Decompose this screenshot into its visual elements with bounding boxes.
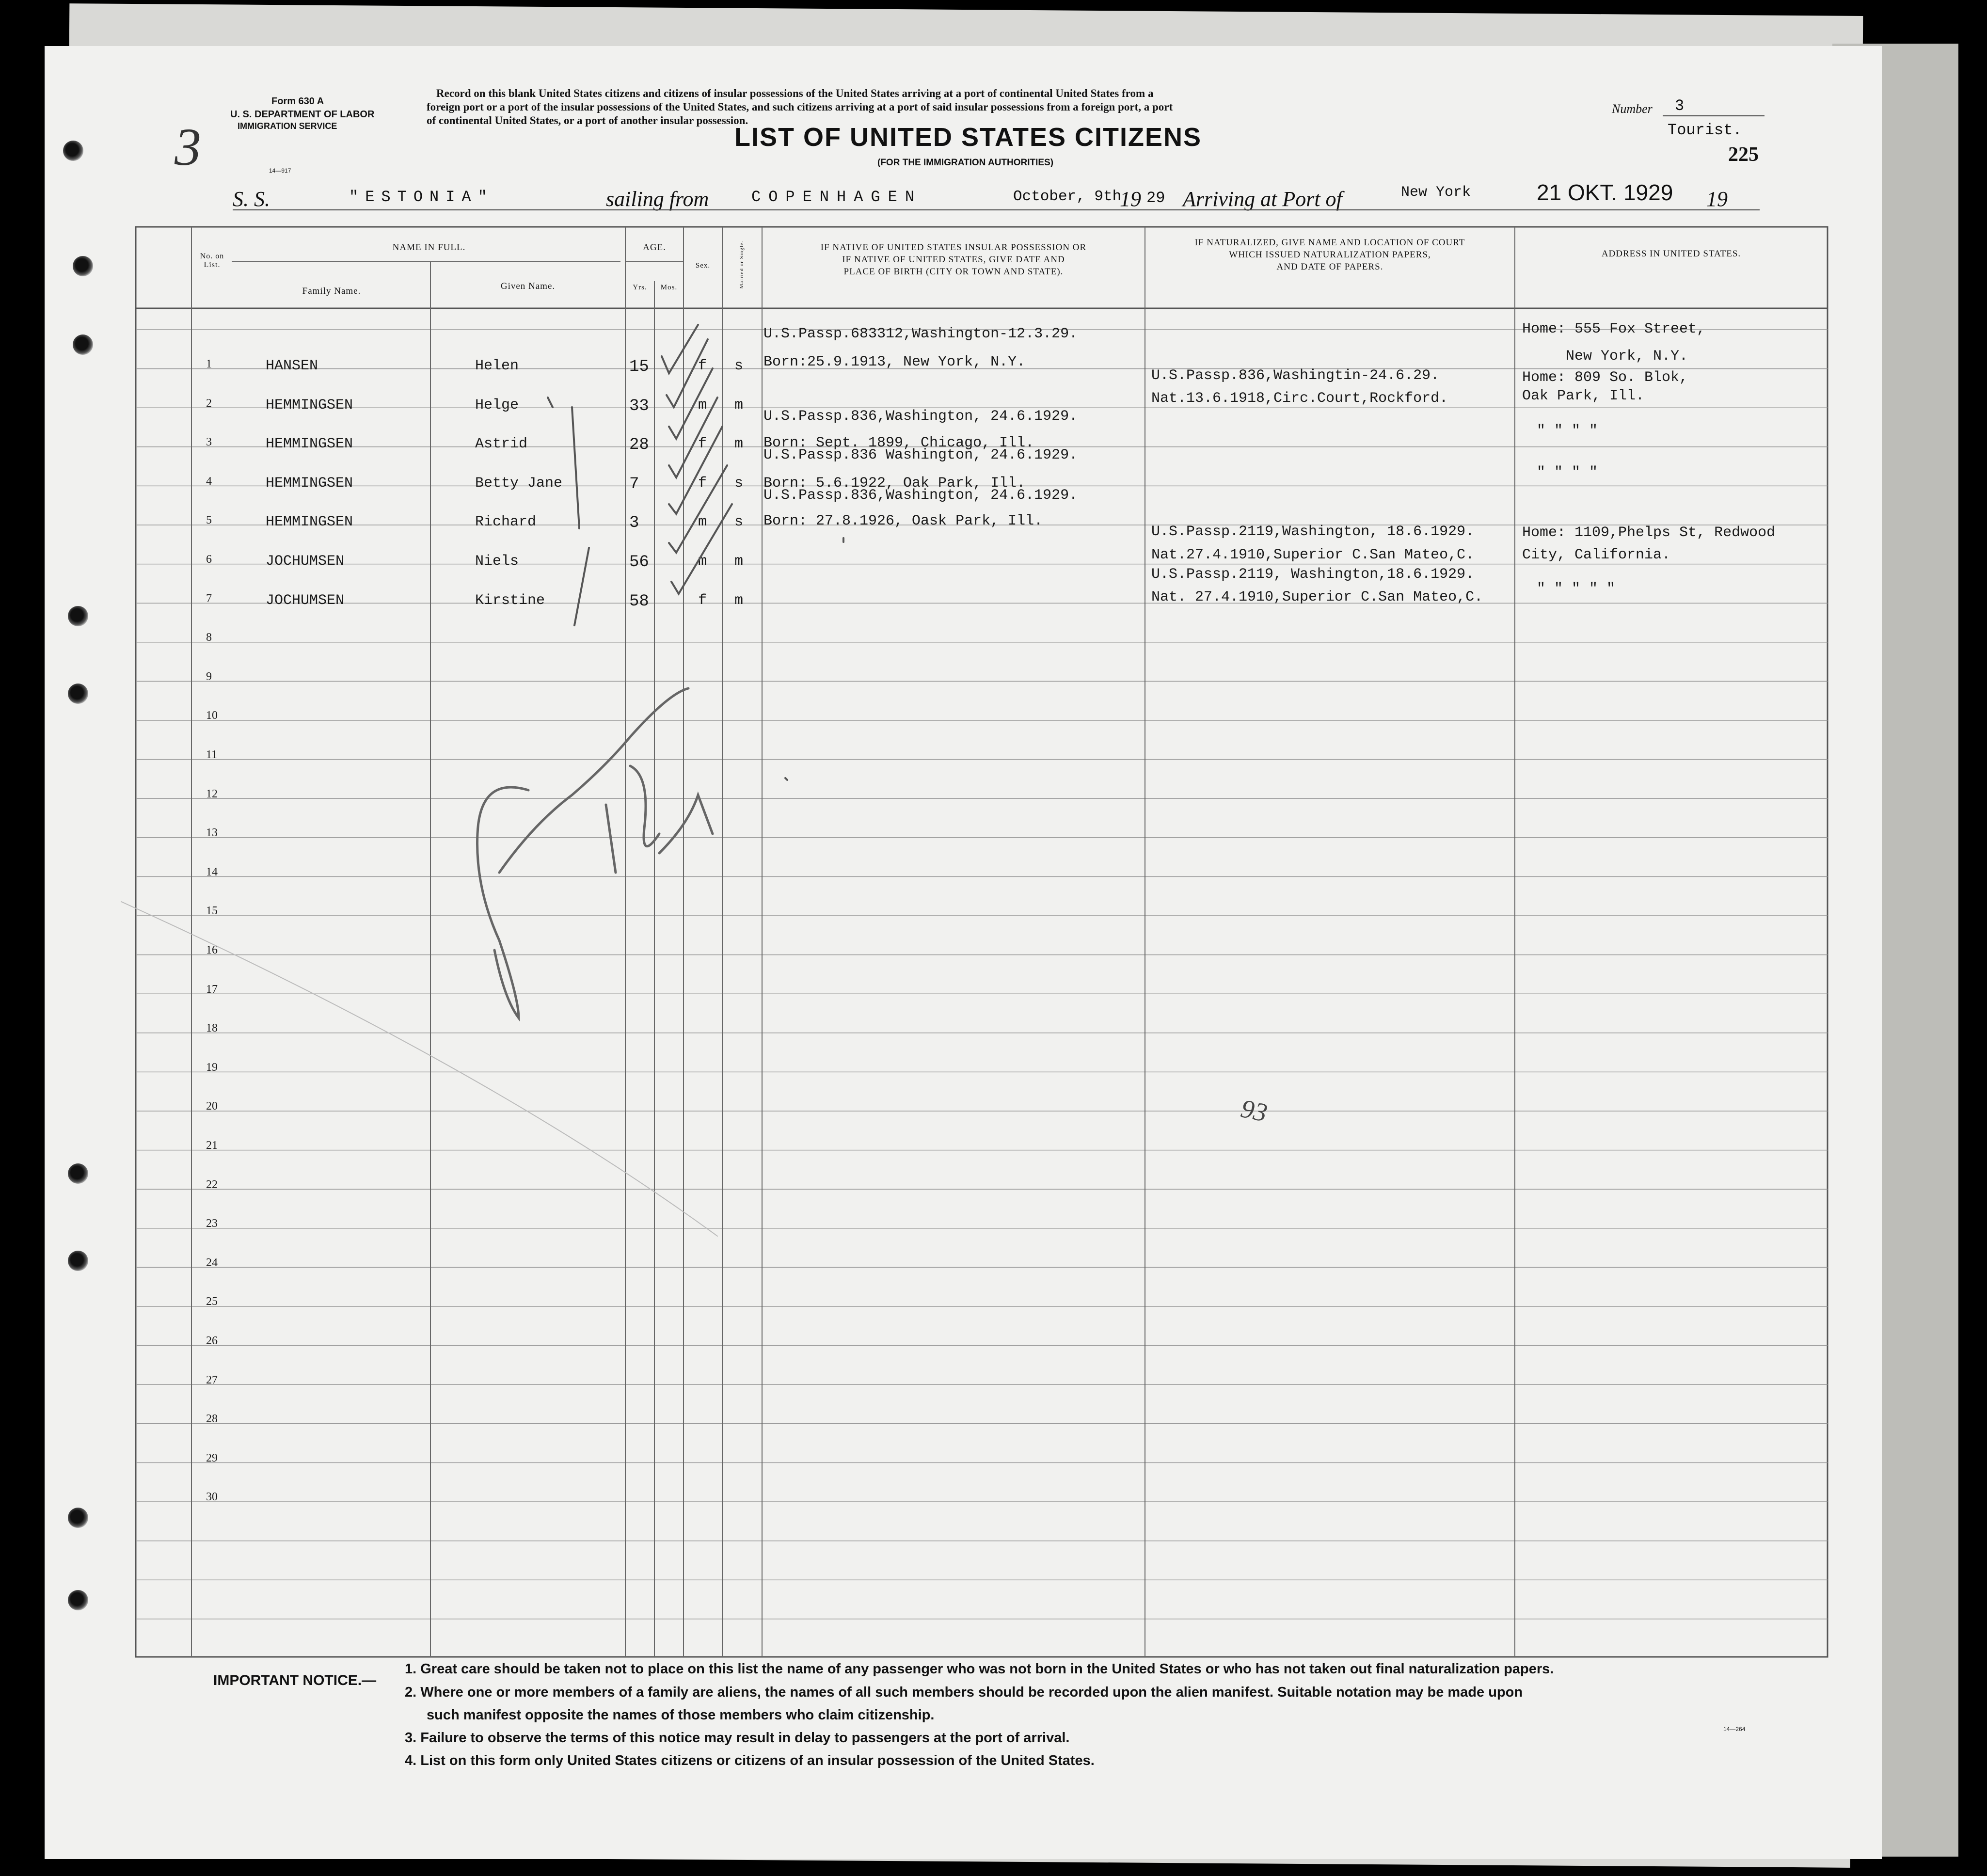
- header-age: AGE.: [643, 242, 666, 253]
- row-number: 18: [206, 1022, 218, 1035]
- sex: m: [698, 553, 707, 570]
- marital-status: m: [734, 397, 744, 413]
- header-name-in-full: NAME IN FULL.: [392, 242, 466, 253]
- arrival-date-stamp: 21 OKT. 1929: [1537, 180, 1673, 205]
- number-label: Number: [1612, 102, 1653, 116]
- naturalized-entry: Nat. 27.4.1910,Superior C.San Mateo,C.: [1151, 589, 1483, 605]
- sailing-date: October, 9th: [1013, 188, 1122, 205]
- naturalized-entry: U.S.Passp.2119,Washington, 18.6.1929.: [1151, 524, 1475, 540]
- age-years: 7: [629, 475, 639, 493]
- notice-line-1: 1. Great care should be taken not to place on this list the name of any passenger who was not born in the United States or who has not taken out final naturalization papers.: [405, 1661, 1554, 1677]
- age-years: 58: [629, 592, 649, 611]
- row-number: 28: [206, 1413, 218, 1426]
- row-number: 16: [206, 944, 218, 956]
- native-entry: U.S.Passp.836 Washington, 24.6.1929.: [763, 447, 1078, 463]
- header-married: Married or Single.: [739, 240, 745, 289]
- marital-status: s: [734, 475, 744, 492]
- row-number: 17: [206, 983, 218, 996]
- row-number: 3: [206, 436, 212, 449]
- marital-status: s: [734, 358, 744, 374]
- row-number: 25: [206, 1295, 218, 1308]
- given-name: Helen: [475, 358, 519, 374]
- class-label: Tourist.: [1668, 121, 1742, 139]
- marital-status: m: [734, 553, 744, 570]
- row-number: 22: [206, 1178, 218, 1191]
- header-no: No. on List.: [200, 252, 224, 269]
- age-years: 3: [629, 514, 639, 533]
- page-subtitle: (FOR THE IMMIGRATION AUTHORITIES): [877, 158, 1054, 168]
- service: IMMIGRATION SERVICE: [238, 121, 337, 131]
- header-mos: Mos.: [660, 284, 678, 291]
- row-number: 12: [206, 787, 218, 800]
- header-naturalized-3: AND DATE OF PAPERS.: [1276, 262, 1383, 272]
- stray-number: 93: [1238, 1094, 1270, 1128]
- header-sex: Sex.: [695, 262, 711, 270]
- given-name: Betty Jane: [475, 475, 563, 492]
- native-entry: Born: 27.8.1926, Oask Park, Ill.: [763, 513, 1043, 529]
- given-name: Richard: [475, 514, 537, 531]
- address-entry: City, California.: [1522, 547, 1671, 563]
- address-entry: New York, N.Y.: [1566, 348, 1688, 365]
- family-name: HANSEN: [266, 358, 318, 374]
- given-name: Astrid: [475, 436, 528, 453]
- row-number: 4: [206, 475, 212, 488]
- page-number: 225: [1728, 143, 1759, 166]
- naturalized-entry: Nat.13.6.1918,Circ.Court,Rockford.: [1151, 390, 1448, 407]
- naturalized-entry: Nat.27.4.1910,Superior C.San Mateo,C.: [1151, 547, 1475, 563]
- row-number: 1: [206, 358, 212, 370]
- sex: m: [698, 514, 707, 531]
- address-entry: Home: 1109,Phelps St, Redwood: [1522, 525, 1776, 541]
- row-number: 6: [206, 553, 212, 566]
- row-number: 5: [206, 514, 212, 527]
- given-name: Niels: [475, 553, 519, 570]
- arriving-port: New York: [1401, 184, 1471, 201]
- notice-label: IMPORTANT NOTICE.—: [213, 1672, 377, 1688]
- notice-footer-code: 14—264: [1723, 1726, 1746, 1733]
- marital-status: m: [734, 436, 744, 453]
- native-entry: U.S.Passp.836,Washington, 24.6.1929.: [763, 408, 1078, 425]
- row-number: 30: [206, 1491, 218, 1504]
- sailing-label: sailing from: [606, 187, 709, 211]
- address-entry: Home: 555 Fox Street,: [1522, 321, 1706, 337]
- family-name: HEMMINGSEN: [266, 436, 353, 453]
- row-number: 24: [206, 1256, 218, 1269]
- sex: f: [698, 358, 707, 374]
- address-entry: " " " ": [1537, 464, 1598, 481]
- page-title: LIST OF UNITED STATES CITIZENS: [734, 123, 1202, 152]
- instructions-line-1: Record on this blank United States citizens and citizens of insular possessions of the United States arriving at a port of continental United States from a: [436, 87, 1154, 99]
- native-entry: U.S.Passp.836,Washington, 24.6.1929.: [763, 487, 1078, 504]
- row-number: 2: [206, 397, 212, 410]
- header-yrs: Yrs.: [633, 284, 647, 291]
- number-value: 3: [1675, 97, 1685, 115]
- row-number: 11: [206, 748, 218, 761]
- row-number: 20: [206, 1100, 218, 1113]
- native-entry: Born: 5.6.1922, Oak Park, Ill.: [763, 475, 1026, 492]
- year-suffix: 29: [1146, 189, 1165, 207]
- native-entry: Born: Sept. 1899, Chicago, Ill.: [763, 435, 1034, 451]
- row-number: 8: [206, 631, 212, 644]
- arriving-label: Arriving at Port of: [1183, 187, 1342, 211]
- naturalized-entry: U.S.Passp.2119, Washington,18.6.1929.: [1151, 566, 1475, 583]
- sex: m: [698, 397, 707, 413]
- marital-status: s: [734, 514, 744, 531]
- row-number: 27: [206, 1373, 218, 1386]
- naturalized-entry: U.S.Passp.836,Washingtin-24.6.29.: [1151, 367, 1440, 384]
- header-native-1: IF NATIVE OF UNITED STATES INSULAR POSSESSION OR: [820, 242, 1087, 253]
- row-number: 26: [206, 1335, 218, 1347]
- row-number: 13: [206, 827, 218, 840]
- age-years: 28: [629, 436, 649, 455]
- notice-line-2b: such manifest opposite the names of those members who claim citizenship.: [427, 1707, 935, 1723]
- header-naturalized-2: WHICH ISSUED NATURALIZATION PAPERS,: [1229, 250, 1431, 260]
- department: U. S. DEPARTMENT OF LABOR: [230, 109, 375, 120]
- age-years: 15: [629, 358, 649, 376]
- row-number: 10: [206, 709, 218, 722]
- notice-line-2: 2. Where one or more members of a family are aliens, the names of all such members should be recorded upon the alien manifest. Suitable notation may be made upon: [405, 1685, 1523, 1700]
- ship-prefix: S. S.: [233, 187, 270, 211]
- header-native-2: IF NATIVE OF UNITED STATES, GIVE DATE AND: [842, 254, 1065, 265]
- family-name: HEMMINGSEN: [266, 397, 353, 413]
- year-prefix: 19: [1120, 187, 1141, 211]
- header-family-name: Family Name.: [302, 286, 361, 296]
- row-number: 23: [206, 1217, 218, 1230]
- address-entry: Home: 809 So. Blok,: [1522, 369, 1688, 386]
- row-number: 29: [206, 1451, 218, 1464]
- given-name: Kirstine: [475, 592, 545, 609]
- header-given-name: Given Name.: [500, 281, 556, 291]
- row-number: 9: [206, 670, 212, 683]
- form-id: Form 630 A: [271, 96, 324, 107]
- sheet-mark: 3: [175, 117, 201, 176]
- instructions-line-3: of continental United States, or a port of another insular possession.: [427, 114, 748, 127]
- notice-line-4: 4. List on this form only United States citizens or citizens of an insular possession of the United States.: [405, 1753, 1095, 1768]
- marital-status: m: [734, 592, 744, 609]
- arrival-year: 19: [1706, 187, 1728, 211]
- header-naturalized-1: IF NATURALIZED, GIVE NAME AND LOCATION OF COURT: [1194, 238, 1465, 248]
- row-number: 15: [206, 905, 218, 918]
- small-code: 14—917: [269, 167, 291, 174]
- age-years: 33: [629, 397, 649, 415]
- row-number: 14: [206, 865, 218, 878]
- sex: f: [698, 475, 707, 492]
- family-name: JOCHUMSEN: [266, 553, 345, 570]
- native-entry: Born:25.9.1913, New York, N.Y.: [763, 354, 1026, 370]
- family-name: HEMMINGSEN: [266, 475, 353, 492]
- row-number: 7: [206, 592, 212, 605]
- native-entry: U.S.Passp.683312,Washington-12.3.29.: [763, 326, 1078, 342]
- family-name: JOCHUMSEN: [266, 592, 345, 609]
- row-number: 19: [206, 1061, 218, 1074]
- sex: f: [698, 436, 707, 453]
- address-entry: " " " ": [1537, 423, 1598, 439]
- header-address: ADDRESS IN UNITED STATES.: [1601, 249, 1741, 259]
- sex: f: [698, 592, 707, 609]
- notice-line-3: 3. Failure to observe the terms of this notice may result in delay to passengers at the port of arrival.: [405, 1730, 1070, 1746]
- instructions-line-2: foreign port or a port of the insular possessions of the United States, and such citizens arriving at a port of said insular possessions from a foreign port, a port: [427, 101, 1173, 113]
- sailing-port: COPENHAGEN: [751, 188, 922, 206]
- ship-name: "ESTONIA": [349, 188, 494, 206]
- age-years: 56: [629, 553, 649, 572]
- header-native-3: PLACE OF BIRTH (CITY OR TOWN AND STATE).: [843, 267, 1064, 277]
- row-number: 21: [206, 1139, 218, 1152]
- given-name: Helge: [475, 397, 519, 413]
- address-entry: Oak Park, Ill.: [1522, 388, 1645, 404]
- address-entry: " " " " ": [1537, 581, 1616, 597]
- family-name: HEMMINGSEN: [266, 514, 353, 531]
